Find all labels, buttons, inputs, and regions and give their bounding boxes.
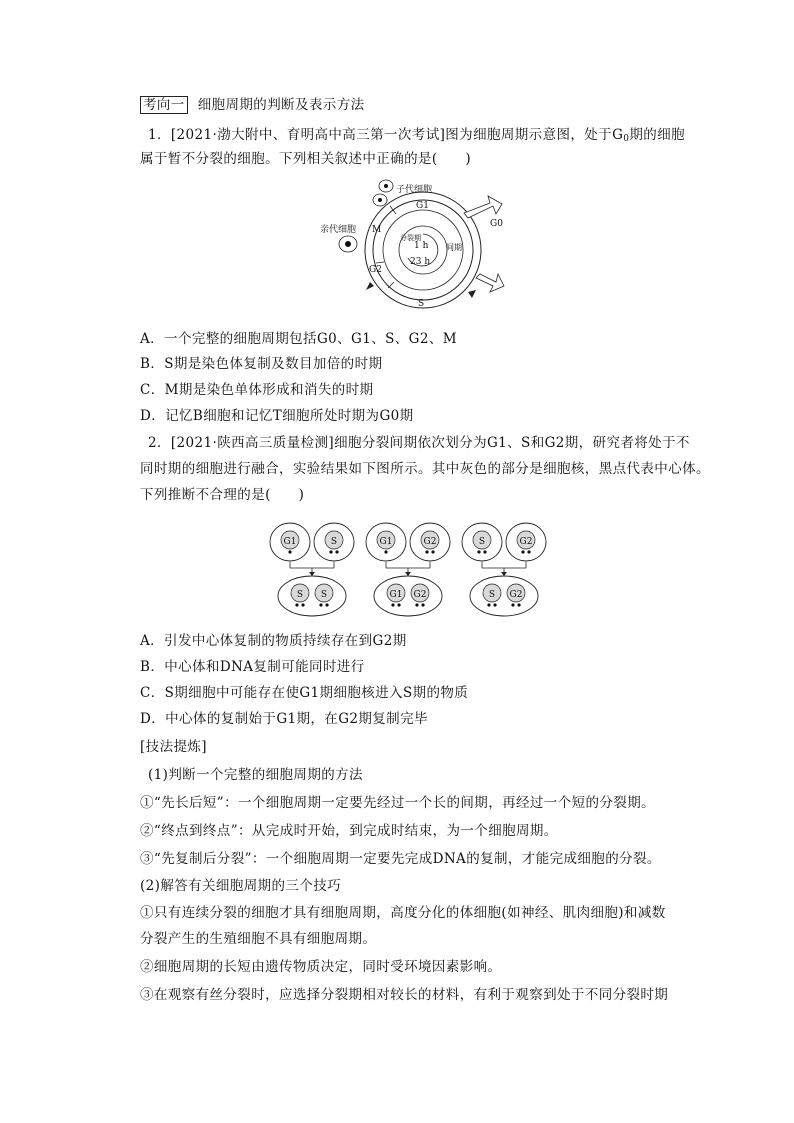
fusion-bottom-label: G1 (389, 590, 403, 600)
centrosome-dot (517, 603, 520, 606)
fig1-daughter-label: 子代细胞 (396, 185, 433, 195)
fusion-top-label: G2 (519, 537, 533, 547)
centrosome-dot (521, 550, 524, 553)
centrosome-dot (325, 603, 328, 606)
cell-fusion-figure (268, 520, 568, 620)
fig1-interphase-label: 间期 (446, 243, 462, 252)
section-box-label: 考向一 (140, 96, 188, 114)
centrosome-dot (477, 550, 480, 553)
q2-stem-line1: 2．[2021·陕西高三质量检测]细胞分裂间期依次划分为G1、S和G2期，研究者将处于不 (148, 435, 690, 451)
q2-option-d: D．中心体的复制始于G1期，在G2期复制完毕 (140, 711, 428, 727)
centrosome-dot (483, 550, 486, 553)
q1-stem-text-a: 1．[2021·渤大附中、育明高中高三第一次考试]图为细胞周期示意图，处于G (148, 127, 624, 143)
q2-option-b: B．中心体和DNA复制可能同时进行 (140, 659, 365, 675)
centrosome-dot (295, 603, 298, 606)
q1-option-c: C．M期是染色单体形成和消失的时期 (140, 382, 374, 398)
section-title: 细胞周期的判断及表示方法 (197, 97, 365, 113)
q1-option-a: A．一个完整的细胞周期包括G0、G1、S、G2、M (140, 331, 457, 347)
fusion-top-label: G1 (283, 537, 297, 547)
q2-stem-line3: 下列推断不合理的是( ) (140, 487, 305, 503)
centrosome-dot (384, 550, 387, 553)
fusion-arrow-head (309, 572, 315, 576)
centrosome-dot (431, 550, 434, 553)
tips-p2-title: (2)解答有关细胞周期的三个技巧 (140, 878, 342, 894)
fig1-parent-label: 亲代细胞 (320, 225, 357, 235)
q1-stem-sub: 0 (623, 134, 630, 144)
centrosome-dot (329, 550, 332, 553)
fusion-fused-cell (374, 576, 442, 616)
centrosome-dot (319, 603, 322, 606)
q1-stem-line2: 属于暂不分裂的细胞。下列相关叙述中正确的是( ) (140, 151, 472, 167)
q2-option-c: C．S期细胞中可能存在使G1期细胞核进入S期的物质 (140, 685, 469, 701)
centrosome-dot (288, 550, 291, 553)
centrosome-dot (511, 603, 514, 606)
fig1-g2-label: G2 (369, 265, 382, 275)
tips-p1-title: (1)判断一个完整的细胞周期的方法 (148, 767, 363, 783)
fusion-bottom-label: G2 (509, 590, 523, 600)
section-heading (140, 96, 365, 114)
fusion-bottom-label: G2 (413, 590, 427, 600)
tips-p2-item1b: 分裂产生的生殖细胞不具有细胞周期。 (140, 931, 377, 947)
fig1-time1: 1 h (414, 241, 429, 251)
fusion-top-label: G2 (423, 537, 437, 547)
fusion-arrow-head (501, 572, 507, 576)
q1-stem-text-b: 期的细胞 (629, 127, 686, 143)
centrosome-dot (397, 603, 400, 606)
cell-cycle-figure (318, 178, 518, 318)
fusion-bottom-label: S (488, 590, 496, 600)
centrosome-dot (487, 603, 490, 606)
centrosome-dot (421, 603, 424, 606)
q1-option-d: D．记忆B细胞和记忆T细胞所处时期为G0期 (140, 408, 414, 424)
centrosome-dot (415, 603, 418, 606)
centrosome-dot (425, 550, 428, 553)
fusion-fused-cell (278, 576, 346, 616)
fusion-arrow-head (405, 572, 411, 576)
fusion-bottom-label: S (296, 590, 304, 600)
fig1-m-label: M (372, 225, 382, 235)
tips-p2-item3: ③在观察有丝分裂时，应选择分裂期相对较长的材料，有利于观察到处于不同分裂时期 (140, 987, 669, 1003)
fusion-bottom-label: S (320, 590, 328, 600)
q1-option-b: B．S期是染色体复制及数目加倍的时期 (140, 356, 383, 372)
centrosome-dot (493, 603, 496, 606)
fusion-top-label: G1 (379, 537, 393, 547)
fusion-fused-cell (470, 576, 538, 616)
q1-stem-line1 (148, 126, 685, 148)
fig1-g0-label: G0 (490, 219, 503, 229)
tips-p1-item3: ③“先复制后分裂”：一个细胞周期一定要先完成DNA的复制，才能完成细胞的分裂。 (140, 851, 661, 867)
q2-option-a: A．引发中心体复制的物质持续存在到G2期 (140, 633, 407, 649)
fusion-top-label: S (330, 537, 338, 547)
tips-p2-item1a: ①只有连续分裂的细胞才具有细胞周期，高度分化的体细胞(如神经、肌肉细胞)和减数 (140, 905, 666, 921)
fusion-top-label: S (478, 537, 486, 547)
q2-stem-line2: 同时期的细胞进行融合，实验结果如下图所示。其中灰色的部分是细胞核，黑点代表中心体。 (140, 461, 710, 477)
fig1-split-phase-label: 分裂期 (400, 234, 421, 242)
fig1-s-label: S (418, 299, 425, 309)
centrosome-dot (527, 550, 530, 553)
centrosome-dot (335, 550, 338, 553)
fig1-time2: 23 h (410, 257, 431, 267)
fig1-g1-label: G1 (416, 201, 429, 211)
centrosome-dot (301, 603, 304, 606)
tips-p1-item2: ②“终点到终点”：从完成时开始，到完成时结束，为一个细胞周期。 (140, 823, 558, 839)
tips-heading: [技法提炼] (140, 739, 207, 755)
centrosome-dot (391, 603, 394, 606)
tips-p2-item2: ②细胞周期的长短由遗传物质决定，同时受环境因素影响。 (140, 959, 502, 975)
tips-p1-item1: ①“先长后短”：一个细胞周期一定要先经过一个长的间期，再经过一个短的分裂期。 (140, 795, 656, 811)
